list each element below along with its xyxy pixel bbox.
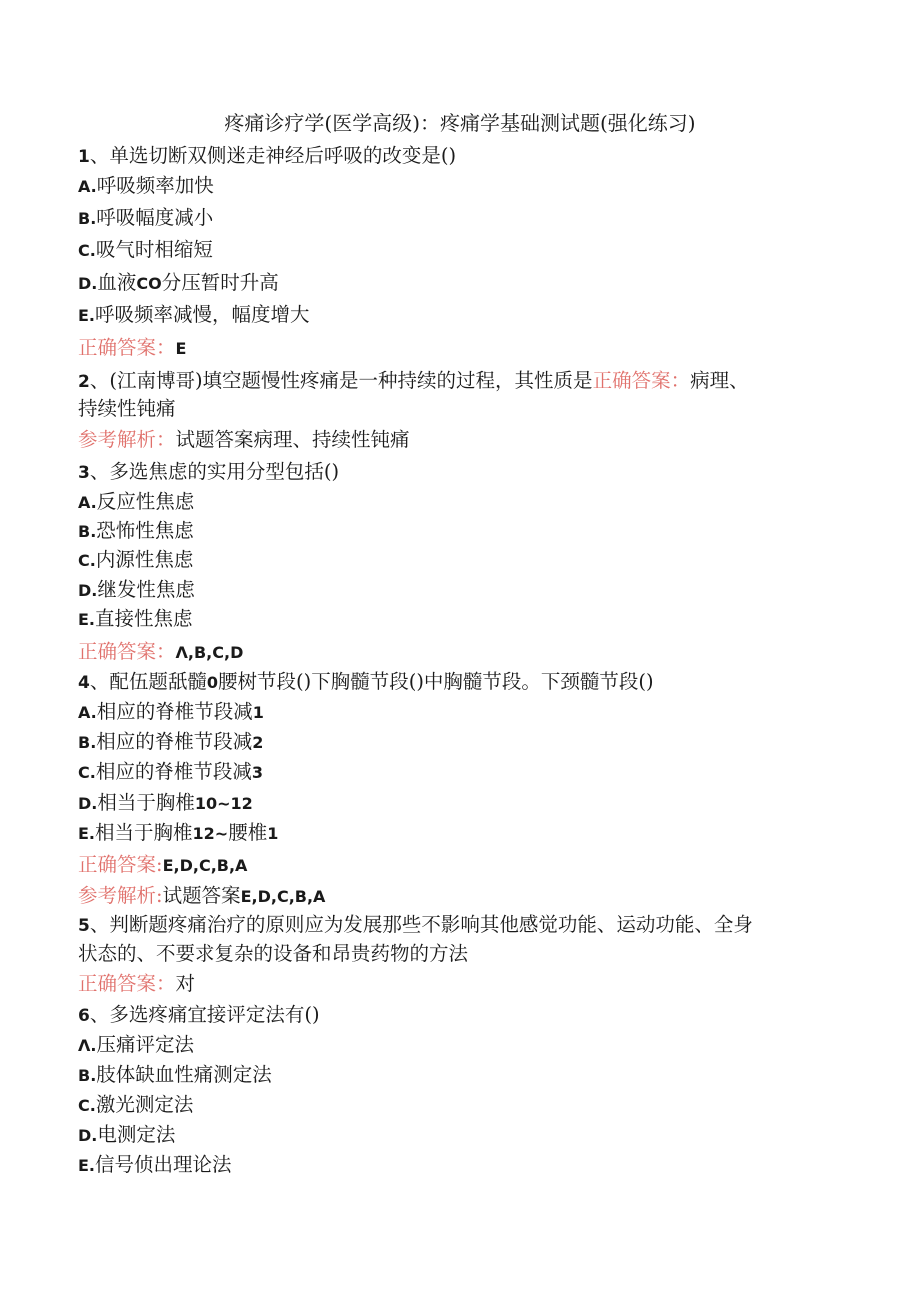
option-b: B.呼吸幅度减小 — [78, 206, 214, 229]
option-e: E.信号侦出理论法 — [78, 1153, 232, 1176]
question-number: 5 — [78, 916, 90, 936]
analysis-label: 参考解析: — [78, 884, 163, 907]
analysis-value: 试题答案病理、持续性钝痛 — [175, 428, 410, 451]
analysis-line: 参考解析:试题答案E,D,C,B,A — [78, 884, 326, 907]
option-a: Λ.压痛评定法 — [78, 1033, 194, 1056]
answer-line — [78, 637, 243, 668]
question-5-continuation: 状态的、不要求复杂的设备和昂贵药物的方法 — [78, 942, 469, 965]
answer-line — [78, 969, 195, 999]
option-c: C.激光测定法 — [78, 1093, 194, 1116]
question-number: 3 — [78, 463, 90, 483]
answer-label: 正确答案： — [78, 336, 176, 359]
question-5 — [78, 910, 753, 941]
question-number: 2 — [78, 372, 90, 392]
analysis-line — [78, 425, 410, 455]
question-6 — [78, 1000, 320, 1031]
question-2 — [78, 366, 749, 397]
option-b: B.相应的脊椎节段减2 — [78, 730, 264, 753]
answer-label: 正确答案: — [78, 853, 163, 876]
option-c: C.内源性焦虑 — [78, 548, 194, 571]
option-e: E.呼吸频率减慢，幅度增大 — [78, 303, 310, 326]
question-text: 、多选焦虑的实用分型包括() — [89, 460, 340, 483]
answer-value: E,D,C,B,A — [162, 856, 248, 875]
option-d: D.相当于胸椎10~12 — [78, 791, 253, 814]
option-e: E.直接性焦虑 — [78, 607, 193, 630]
option-b: B.恐怖性焦虑 — [78, 519, 194, 542]
question-text: 、单选切断双侧迷走神经后呼吸的改变是() — [89, 144, 457, 167]
option-a: A.反应性焦虑 — [78, 490, 195, 513]
document-title: 疼痛诊疗学(医学高级)：疼痛学基础测试题(强化练习) — [224, 111, 696, 135]
question-number: 6 — [78, 1006, 90, 1026]
question-number: 4 — [78, 673, 90, 693]
answer-value: 对 — [175, 972, 196, 995]
question-2-continuation: 持续性钝痛 — [78, 397, 176, 420]
answer-value: E — [175, 339, 187, 358]
question-text: 、(江南博哥)填空题慢性疼痛是一种持续的过程，其性质是 — [89, 369, 593, 392]
answer-value: 病理、 — [690, 369, 749, 392]
answer-label: 正确答案： — [78, 640, 176, 663]
question-1 — [78, 141, 456, 172]
option-e: E.相当于胸椎12~腰椎1 — [78, 821, 279, 844]
answer-value: Λ,B,C,D — [175, 643, 244, 662]
answer-label: 正确答案： — [592, 369, 691, 392]
option-d: D.继发性焦虑 — [78, 578, 195, 601]
option-d: D.电测定法 — [78, 1123, 176, 1146]
option-d: D.血液CO分压暂时升高 — [78, 271, 279, 294]
question-4: 4、配伍题舐髓0腰树节段()下胸髓节段()中胸髓节段。下颈髓节段() — [78, 670, 654, 693]
answer-label: 正确答案： — [78, 972, 176, 995]
question-text: 、多选疼痛宜接评定法有() — [89, 1003, 320, 1026]
question-3 — [78, 457, 339, 488]
answer-line — [78, 333, 186, 364]
option-b: B.肢体缺血性痛测定法 — [78, 1063, 272, 1086]
answer-line — [78, 850, 247, 881]
question-text: 、判断题疼痛治疗的原则应为发展那些不影响其他感觉功能、运动功能、全身 — [89, 913, 753, 936]
option-a: A.相应的脊椎节段减1 — [78, 700, 264, 723]
option-c: C.吸气时相缩短 — [78, 238, 213, 261]
option-c: C.相应的脊椎节段减3 — [78, 760, 263, 783]
question-number: 1 — [78, 147, 90, 167]
analysis-label: 参考解析： — [78, 428, 176, 451]
option-a: A.呼吸频率加快 — [78, 174, 214, 197]
